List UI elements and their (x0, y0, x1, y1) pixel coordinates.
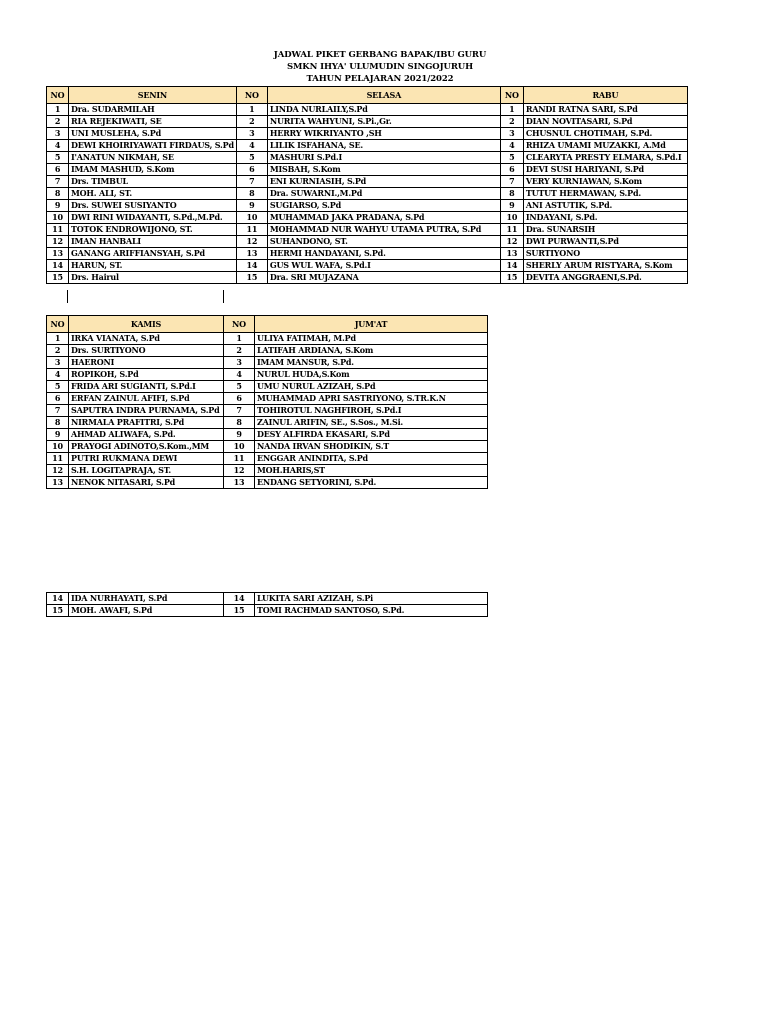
row-number-cell: 6 (47, 393, 69, 405)
teacher-name-cell: Dra. SUWARNI.,M.Pd (267, 188, 500, 200)
row-number-cell: 10 (47, 441, 69, 453)
row-number-cell: 14 (47, 593, 69, 605)
table-row (47, 453, 488, 465)
row-number-cell: 6 (500, 164, 523, 176)
row-number-cell: 3 (500, 128, 523, 140)
row-number-cell: 6 (224, 393, 255, 405)
row-number-cell: 13 (47, 477, 69, 489)
column-header: NO (500, 87, 523, 104)
teacher-name-cell: LINDA NURLAILY,S.Pd (267, 104, 500, 116)
row-number-cell: 12 (224, 465, 255, 477)
row-number-cell: 10 (236, 212, 267, 224)
table-row (47, 381, 488, 393)
row-number-cell: 10 (500, 212, 523, 224)
teacher-name-cell: RIA REJEKIWATI, SE (69, 116, 237, 128)
table-row (47, 605, 488, 617)
table-row (47, 104, 688, 116)
row-number-cell: 9 (224, 429, 255, 441)
column-header: NO (47, 316, 69, 333)
table-header-row (47, 87, 688, 104)
table-row (47, 260, 688, 272)
table-row (47, 140, 688, 152)
teacher-name-cell: MOH. AWAFI, S.Pd (69, 605, 224, 617)
row-number-cell: 4 (500, 140, 523, 152)
table-row (47, 369, 488, 381)
teacher-name-cell: I'ANATUN NIKMAH, SE (69, 152, 237, 164)
title-line-1: JADWAL PIKET GERBANG BAPAK/IBU GURU (273, 50, 487, 60)
row-number-cell: 15 (224, 605, 255, 617)
teacher-name-cell: MUHAMMAD APRI SASTRIYONO, S.TR.K.N (255, 393, 488, 405)
table-row (47, 357, 488, 369)
row-number-cell: 3 (224, 357, 255, 369)
teacher-name-cell: DIAN NOVITASARI, S.Pd (523, 116, 687, 128)
row-number-cell: 7 (47, 176, 69, 188)
table-row (47, 164, 688, 176)
row-number-cell: 11 (47, 224, 69, 236)
teacher-name-cell: SUGIARSO, S.Pd (267, 200, 500, 212)
schedule-table-mon-wed (46, 86, 688, 284)
row-number-cell: 11 (224, 453, 255, 465)
row-number-cell: 5 (47, 152, 69, 164)
teacher-name-cell: AHMAD ALIWAFA, S.Pd. (69, 429, 224, 441)
teacher-name-cell: IMAM MANSUR, S.Pd. (255, 357, 488, 369)
teacher-name-cell: TOMI RACHMAD SANTOSO, S.Pd. (255, 605, 488, 617)
teacher-name-cell: NURUL HUDA,S.Kom (255, 369, 488, 381)
teacher-name-cell: DEVITA ANGGRAENI,S.Pd. (523, 272, 687, 284)
row-number-cell: 5 (236, 152, 267, 164)
row-number-cell: 2 (47, 345, 69, 357)
teacher-name-cell: UNI MUSLEHA, S.Pd (69, 128, 237, 140)
row-number-cell: 1 (500, 104, 523, 116)
column-header: SENIN (69, 87, 237, 104)
teacher-name-cell: ENDANG SETYORINI, S.Pd. (255, 477, 488, 489)
teacher-name-cell: MUHAMMAD JAKA PRADANA, S.Pd (267, 212, 500, 224)
row-number-cell: 13 (500, 248, 523, 260)
teacher-name-cell: DESY ALFIRDA EKASARI, S.Pd (255, 429, 488, 441)
table-row (47, 236, 688, 248)
teacher-name-cell: DWI RINI WIDAYANTI, S.Pd.,M.Pd. (69, 212, 237, 224)
teacher-name-cell: LATIFAH ARDIANA, S.Kom (255, 345, 488, 357)
teacher-name-cell: HARUN, ST. (69, 260, 237, 272)
teacher-name-cell: IMAN HANBALI (69, 236, 237, 248)
teacher-name-cell: RHIZA UMAMI MUZAKKI, A.Md (523, 140, 687, 152)
column-header: NO (224, 316, 255, 333)
teacher-name-cell: HERMI HANDAYANI, S.Pd. (267, 248, 500, 260)
teacher-name-cell: IMAM MASHUD, S.Kom (69, 164, 237, 176)
teacher-name-cell: NIRMALA PRAFITRI, S.Pd (69, 417, 224, 429)
row-number-cell: 15 (236, 272, 267, 284)
row-number-cell: 9 (47, 429, 69, 441)
row-number-cell: 10 (47, 212, 69, 224)
table-row (47, 429, 488, 441)
table-row (47, 405, 488, 417)
row-number-cell: 3 (47, 128, 69, 140)
teacher-name-cell: Drs. Hairul (69, 272, 237, 284)
row-number-cell: 8 (47, 417, 69, 429)
table-border-extension (223, 290, 224, 303)
row-number-cell: 9 (500, 200, 523, 212)
teacher-name-cell: UMU NURUL AZIZAH, S.Pd (255, 381, 488, 393)
row-number-cell: 9 (47, 200, 69, 212)
teacher-name-cell: DWI PURWANTI,S.Pd (523, 236, 687, 248)
schedule-table-thu-fri-extra (46, 592, 488, 617)
table-header-row (47, 316, 488, 333)
teacher-name-cell: GANANG ARIFFIANSYAH, S.Pd (69, 248, 237, 260)
row-number-cell: 2 (47, 116, 69, 128)
teacher-name-cell: CLEARYTA PRESTY ELMARA, S.Pd.I (523, 152, 687, 164)
teacher-name-cell: MASHURI S.Pd.I (267, 152, 500, 164)
teacher-name-cell: ENGGAR ANINDITA, S.Pd (255, 453, 488, 465)
row-number-cell: 1 (47, 333, 69, 345)
teacher-name-cell: TOTOK ENDROWIJONO, ST. (69, 224, 237, 236)
table-row (47, 152, 688, 164)
teacher-name-cell: S.H. LOGITAPRAJA, ST. (69, 465, 224, 477)
table-row (47, 176, 688, 188)
row-number-cell: 3 (47, 357, 69, 369)
teacher-name-cell: LUKITA SARI AZIZAH, S.Pi (255, 593, 488, 605)
column-header: RABU (523, 87, 687, 104)
row-number-cell: 15 (47, 605, 69, 617)
teacher-name-cell: ANI ASTUTIK, S.Pd. (523, 200, 687, 212)
teacher-name-cell: GUS WUL WAFA, S.Pd.I (267, 260, 500, 272)
row-number-cell: 2 (224, 345, 255, 357)
teacher-name-cell: TOHIROTUL NAGHFIROH, S.Pd.I (255, 405, 488, 417)
table-row (47, 272, 688, 284)
table-row (47, 593, 488, 605)
teacher-name-cell: HAERONI (69, 357, 224, 369)
row-number-cell: 7 (500, 176, 523, 188)
row-number-cell: 8 (224, 417, 255, 429)
teacher-name-cell: ZAINUL ARIFIN, SE., S.Sos., M.Si. (255, 417, 488, 429)
table-row (47, 333, 488, 345)
teacher-name-cell: ENI KURNIASIH, S.Pd (267, 176, 500, 188)
teacher-name-cell: MOH. ALI, ST. (69, 188, 237, 200)
teacher-name-cell: SURTIYONO (523, 248, 687, 260)
table-row (47, 200, 688, 212)
row-number-cell: 11 (500, 224, 523, 236)
row-number-cell: 15 (47, 272, 69, 284)
table-row (47, 188, 688, 200)
column-header: JUM'AT (255, 316, 488, 333)
row-number-cell: 15 (500, 272, 523, 284)
teacher-name-cell: TUTUT HERMAWAN, S.Pd. (523, 188, 687, 200)
teacher-name-cell: FRIDA ARI SUGIANTI, S.Pd.I (69, 381, 224, 393)
teacher-name-cell: INDAYANI, S.Pd. (523, 212, 687, 224)
row-number-cell: 14 (500, 260, 523, 272)
schedule-table-thu-fri (46, 315, 488, 489)
column-header: SELASA (267, 87, 500, 104)
table-row (47, 417, 488, 429)
teacher-name-cell: Drs. SUWEI SUSIYANTO (69, 200, 237, 212)
teacher-name-cell: LILIK ISFAHANA, SE. (267, 140, 500, 152)
table-row (47, 393, 488, 405)
table-row (47, 465, 488, 477)
row-number-cell: 12 (47, 236, 69, 248)
teacher-name-cell: DEVI SUSI HARIYANI, S.Pd (523, 164, 687, 176)
teacher-name-cell: IDA NURHAYATI, S.Pd (69, 593, 224, 605)
teacher-name-cell: ROPIKOH, S.Pd (69, 369, 224, 381)
row-number-cell: 9 (236, 200, 267, 212)
teacher-name-cell: MISBAH, S.Kom (267, 164, 500, 176)
teacher-name-cell: MOHAMMAD NUR WAHYU UTAMA PUTRA, S.Pd (267, 224, 500, 236)
row-number-cell: 5 (500, 152, 523, 164)
teacher-name-cell: DEWI KHOIRIYAWATI FIRDAUS, S.Pd (69, 140, 237, 152)
table-row (47, 212, 688, 224)
row-number-cell: 4 (236, 140, 267, 152)
column-header: NO (236, 87, 267, 104)
table-row (47, 116, 688, 128)
row-number-cell: 8 (236, 188, 267, 200)
row-number-cell: 6 (236, 164, 267, 176)
teacher-name-cell: CHUSNUL CHOTIMAH, S.Pd. (523, 128, 687, 140)
column-header: NO (47, 87, 69, 104)
teacher-name-cell: Dra. SUDARMILAH (69, 104, 237, 116)
teacher-name-cell: SUHANDONO, ST. (267, 236, 500, 248)
row-number-cell: 12 (500, 236, 523, 248)
row-number-cell: 11 (236, 224, 267, 236)
row-number-cell: 1 (47, 104, 69, 116)
row-number-cell: 11 (47, 453, 69, 465)
table-row (47, 477, 488, 489)
teacher-name-cell: Dra. SRI MUJAZANA (267, 272, 500, 284)
row-number-cell: 14 (236, 260, 267, 272)
table-row (47, 224, 688, 236)
row-number-cell: 4 (224, 369, 255, 381)
row-number-cell: 14 (47, 260, 69, 272)
row-number-cell: 7 (236, 176, 267, 188)
teacher-name-cell: IRKA VIANATA, S.Pd (69, 333, 224, 345)
row-number-cell: 7 (47, 405, 69, 417)
title-line-2: SMKN IHYA' ULUMUDIN SINGOJURUH (286, 62, 474, 72)
teacher-name-cell: SAPUTRA INDRA PURNAMA, S.Pd (69, 405, 224, 417)
row-number-cell: 8 (47, 188, 69, 200)
row-number-cell: 14 (224, 593, 255, 605)
teacher-name-cell: VERY KURNIAWAN, S.Kom (523, 176, 687, 188)
table-row (47, 345, 488, 357)
row-number-cell: 6 (47, 164, 69, 176)
teacher-name-cell: Drs. SURTIYONO (69, 345, 224, 357)
row-number-cell: 13 (236, 248, 267, 260)
row-number-cell: 12 (47, 465, 69, 477)
row-number-cell: 5 (224, 381, 255, 393)
row-number-cell: 2 (500, 116, 523, 128)
table-row (47, 441, 488, 453)
row-number-cell: 1 (224, 333, 255, 345)
row-number-cell: 7 (224, 405, 255, 417)
teacher-name-cell: HERRY WIKRIYANTO ,SH (267, 128, 500, 140)
teacher-name-cell: PRAYOGI ADINOTO,S.Kom.,MM (69, 441, 224, 453)
row-number-cell: 1 (236, 104, 267, 116)
teacher-name-cell: RANDI RATNA SARI, S.Pd (523, 104, 687, 116)
row-number-cell: 4 (47, 369, 69, 381)
row-number-cell: 10 (224, 441, 255, 453)
row-number-cell: 12 (236, 236, 267, 248)
teacher-name-cell: NANDA IRVAN SHODIKIN, S.T (255, 441, 488, 453)
row-number-cell: 13 (224, 477, 255, 489)
row-number-cell: 8 (500, 188, 523, 200)
teacher-name-cell: PUTRI RUKMANA DEWI (69, 453, 224, 465)
column-header: KAMIS (69, 316, 224, 333)
table-border-extension (67, 290, 68, 303)
table-row (47, 248, 688, 260)
teacher-name-cell: Drs. TIMBUL (69, 176, 237, 188)
row-number-cell: 4 (47, 140, 69, 152)
teacher-name-cell: MOH.HARIS,ST (255, 465, 488, 477)
teacher-name-cell: ULIYA FATIMAH, M.Pd (255, 333, 488, 345)
row-number-cell: 5 (47, 381, 69, 393)
row-number-cell: 13 (47, 248, 69, 260)
row-number-cell: 3 (236, 128, 267, 140)
title-line-3: TAHUN PELAJARAN 2021/2022 (306, 74, 454, 84)
row-number-cell: 2 (236, 116, 267, 128)
teacher-name-cell: NENOK NITASARI, S.Pd (69, 477, 224, 489)
teacher-name-cell: SHERLY ARUM RISTYARA, S.Kom (523, 260, 687, 272)
teacher-name-cell: ERFAN ZAINUL AFIFI, S.Pd (69, 393, 224, 405)
teacher-name-cell: NURITA WAHYUNI, S.Pi.,Gr. (267, 116, 500, 128)
table-row (47, 128, 688, 140)
teacher-name-cell: Dra. SUNARSIH (523, 224, 687, 236)
